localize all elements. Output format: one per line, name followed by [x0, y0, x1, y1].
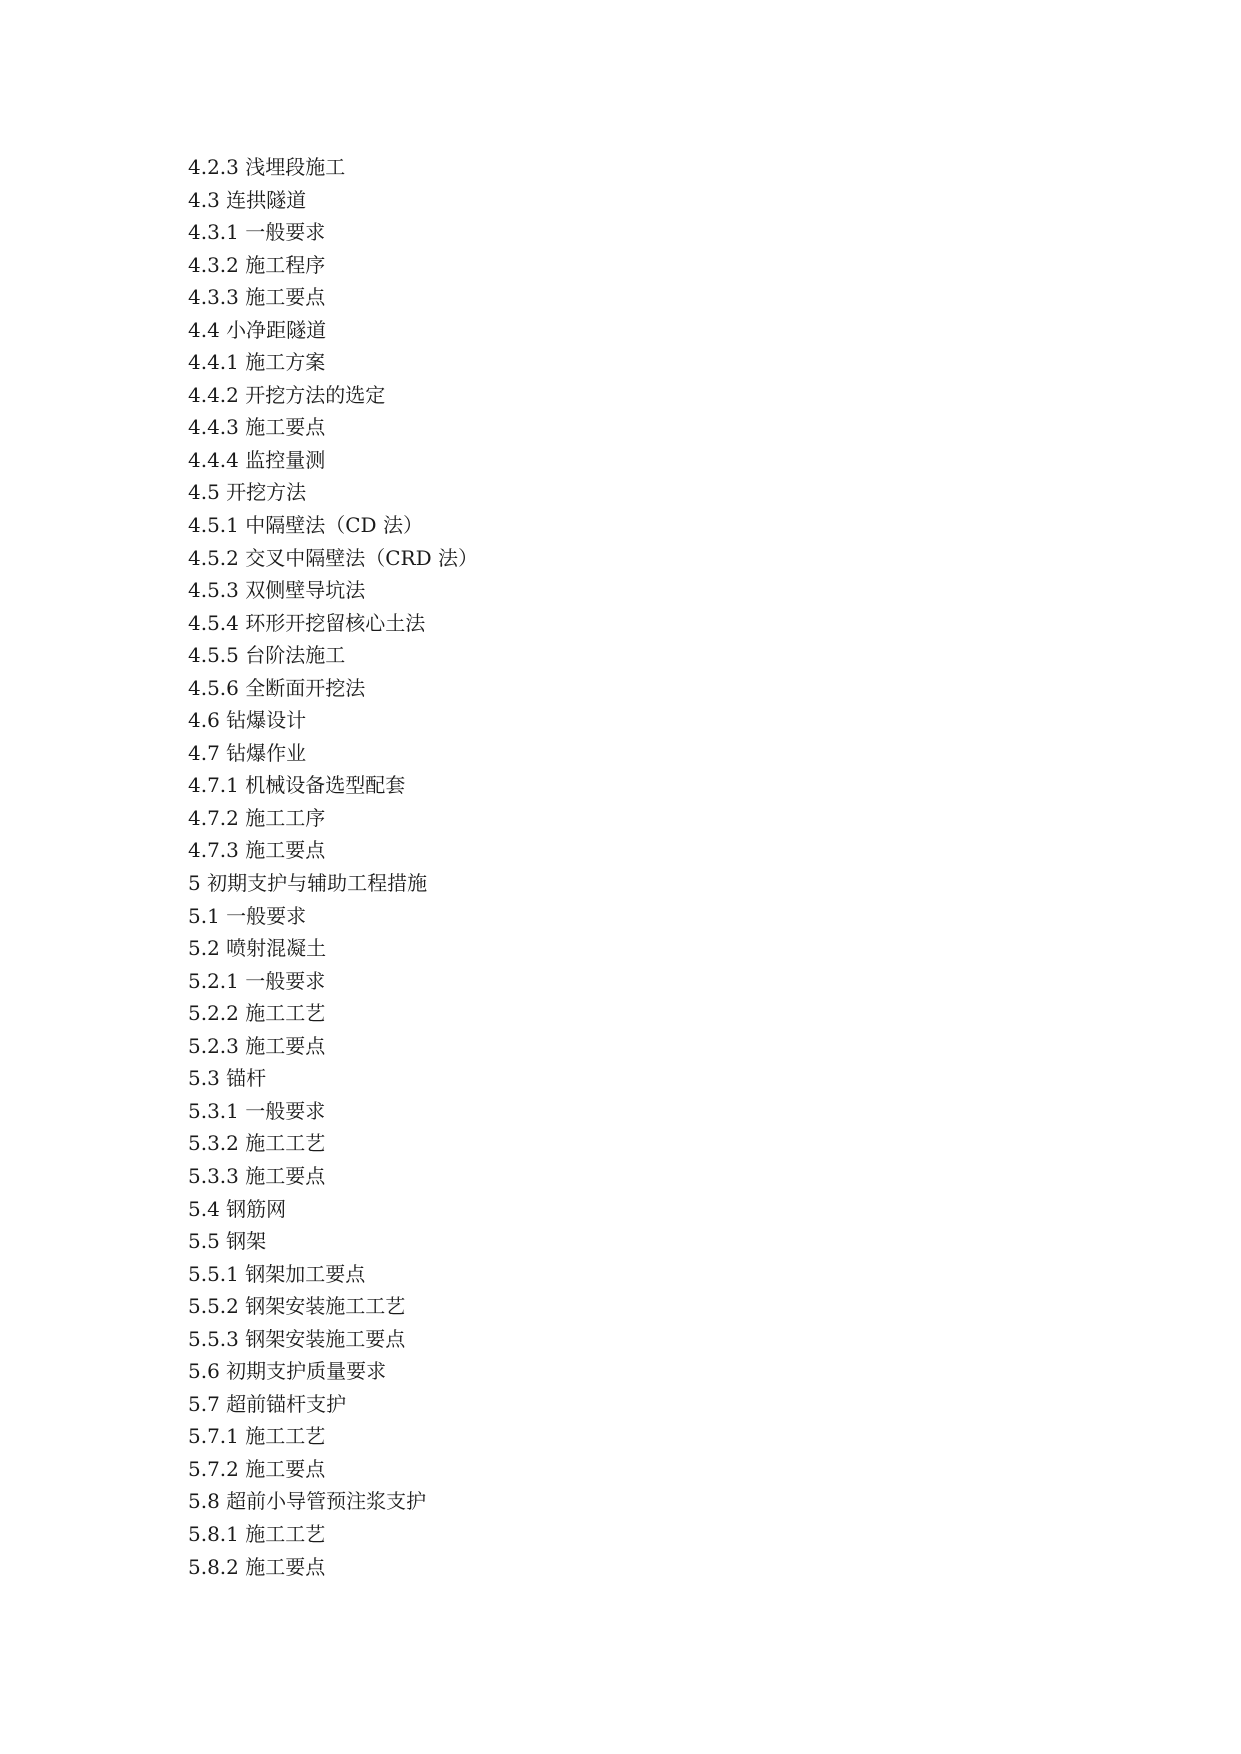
toc-entry: 4.4 小净距隧道	[188, 317, 327, 342]
toc-entry: 5.4 钢筋网	[188, 1196, 287, 1221]
toc-entry: 5.2.3 施工要点	[188, 1033, 326, 1058]
toc-entry: 5.3.1 一般要求	[188, 1098, 326, 1123]
toc-entry: 4.7.2 施工工序	[188, 805, 326, 830]
toc-entry: 4.6 钻爆设计	[188, 708, 307, 733]
toc-entry: 5.5.2 钢架安装施工工艺	[188, 1294, 406, 1319]
toc-entry: 5.2.2 施工工艺	[188, 1001, 326, 1026]
table-of-contents	[188, 151, 888, 1583]
toc-entry: 5.7.2 施工要点	[188, 1456, 326, 1481]
toc-entry: 5.3.2 施工工艺	[188, 1131, 326, 1156]
toc-entry: 4.4.1 施工方案	[188, 350, 326, 375]
toc-entry: 4.5.1 中隔壁法（CD 法）	[188, 513, 423, 538]
toc-entry: 4.3.1 一般要求	[188, 220, 326, 245]
toc-entry: 4.3.3 施工要点	[188, 285, 326, 310]
toc-entry: 5.7.1 施工工艺	[188, 1424, 326, 1449]
toc-entry: 5.2.1 一般要求	[188, 968, 326, 993]
toc-entry: 4.3.2 施工程序	[188, 252, 326, 277]
toc-entry: 5.2 喷射混凝土	[188, 936, 327, 961]
toc-entry: 4.5 开挖方法	[188, 480, 307, 505]
toc-entry: 4.5.2 交叉中隔壁法（CRD 法）	[188, 545, 478, 570]
toc-entry: 4.5.4 环形开挖留核心土法	[188, 610, 426, 635]
toc-entry: 4.5.5 台阶法施工	[188, 643, 346, 668]
toc-entry: 5.5 钢架	[188, 1229, 267, 1254]
toc-entry: 4.7 钻爆作业	[188, 740, 307, 765]
toc-entry: 5.6 初期支护质量要求	[188, 1359, 387, 1384]
toc-entry: 4.7.1 机械设备选型配套	[188, 773, 406, 798]
toc-entry: 4.4.3 施工要点	[188, 415, 326, 440]
toc-entry: 4.4.4 监控量测	[188, 447, 326, 472]
toc-entry: 5.3.3 施工要点	[188, 1163, 326, 1188]
toc-entry: 5 初期支护与辅助工程措施	[188, 871, 428, 896]
toc-entry: 4.7.3 施工要点	[188, 838, 326, 863]
toc-entry: 4.2.3 浅埋段施工	[188, 155, 346, 179]
toc-entry: 5.7 超前锚杆支护	[188, 1391, 347, 1416]
toc-entry: 4.5.3 双侧壁导坑法	[188, 578, 366, 603]
toc-entry: 5.3 锚杆	[188, 1066, 267, 1091]
toc-entry: 5.5.3 钢架安装施工要点	[188, 1326, 406, 1351]
toc-entry: 4.4.2 开挖方法的选定	[188, 382, 386, 407]
toc-entry: 5.8.2 施工要点	[188, 1554, 326, 1579]
toc-entry: 5.8 超前小导管预注浆支护	[188, 1489, 427, 1514]
toc-entry: 4.5.6 全断面开挖法	[188, 675, 366, 700]
toc-entry: 5.8.1 施工工艺	[188, 1521, 326, 1546]
toc-entry: 5.1 一般要求	[188, 903, 307, 928]
toc-entry: 4.3 连拱隧道	[188, 187, 307, 212]
toc-entry: 5.5.1 钢架加工要点	[188, 1261, 366, 1286]
